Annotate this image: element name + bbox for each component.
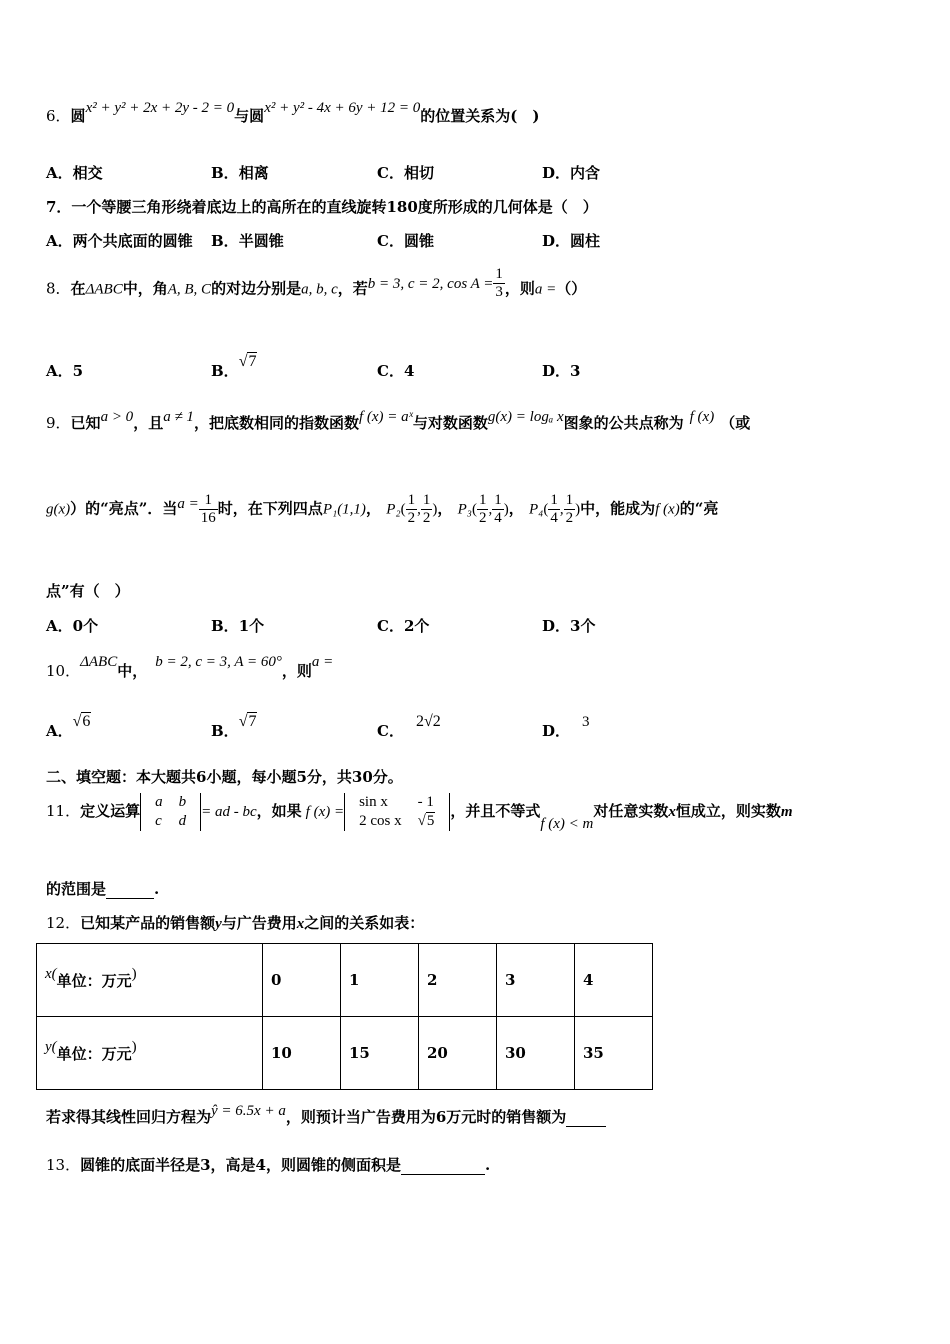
question-7: 7．一个等腰三角形绕着底边上的高所在的直线旋转180度所形成的几何体是（ ） bbox=[46, 198, 598, 216]
table-cell: 1 bbox=[341, 944, 419, 1017]
determinant-definition: a b c d bbox=[140, 793, 201, 831]
determinant-fx: sin x - 1 2 cos x √5 bbox=[344, 793, 450, 831]
q7-option-c[interactable]: C．圆锥 bbox=[377, 232, 434, 250]
question-12: 12．已知某产品的销售额y与广告费用x之间的关系如表： bbox=[46, 914, 425, 932]
q7-option-d[interactable]: D．圆柱 bbox=[542, 232, 601, 250]
table-cell: 3 bbox=[497, 944, 575, 1017]
table-cell: 30 bbox=[497, 1017, 575, 1090]
q8-option-c[interactable]: C．4 bbox=[377, 362, 415, 380]
table-cell: 10 bbox=[263, 1017, 341, 1090]
fraction-one-third: $\frac{1}{3}$ bbox=[495, 266, 503, 300]
q10-option-d[interactable]: D． 3 bbox=[542, 714, 590, 740]
table-cell: 20 bbox=[419, 1017, 497, 1090]
question-9-line-1: 9．已知a > 0，且a ≠ 1，把底数相同的指数函数f (x) = aˣ与对数函数g(x) = logₐ x图象的公共点称为 f (x) （或 bbox=[46, 409, 751, 432]
answer-blank[interactable] bbox=[566, 1108, 606, 1127]
question-11: 11．定义运算 a b c d = ad - bc，如果 f (x) = sin x - 1 2 cos x √5 ，并且不等式f (x) < m对任意实数x恒成立，则实数m bbox=[46, 794, 793, 832]
question-number: 6． bbox=[46, 107, 71, 125]
table-header-cell: y(单位：万元) bbox=[37, 1017, 263, 1090]
q7-option-b[interactable]: B．半圆锥 bbox=[211, 232, 284, 250]
question-8: 8．在ΔABC中，角A, B, C的对边分别是a, b, c，若b = 3, c = 2, cos A = $\frac{1}{3}$ ，则a =（） bbox=[46, 266, 587, 300]
table-header-cell: x(单位：万元) bbox=[37, 944, 263, 1017]
q7-option-a[interactable]: A．两个共底面的圆锥 bbox=[46, 232, 193, 250]
triangle-label: ΔABC bbox=[85, 281, 123, 298]
table-cell: 15 bbox=[341, 1017, 419, 1090]
q10-option-b[interactable]: B．√7 bbox=[211, 713, 257, 740]
q10-option-c[interactable]: C．2√2 bbox=[377, 713, 441, 740]
answer-blank[interactable] bbox=[401, 1156, 485, 1175]
table-cell: 4 bbox=[575, 944, 653, 1017]
table-cell: 2 bbox=[419, 944, 497, 1017]
question-10: 10．ΔABC中， b = 2, c = 3, A = 60°，则a = bbox=[46, 654, 334, 680]
q9-option-d[interactable]: D．3个 bbox=[542, 617, 596, 635]
question-13: 13．圆锥的底面半径是3，高是4，则圆锥的侧面积是 . bbox=[46, 1156, 491, 1174]
q8-option-b[interactable]: B．√7 bbox=[211, 353, 257, 380]
table-row bbox=[37, 944, 653, 1017]
q9-option-b[interactable]: B．1个 bbox=[211, 617, 265, 635]
section-heading: 二、填空题：本大题共6小题，每小题5分，共30分。 bbox=[46, 768, 403, 786]
question-11-cont: 的范围是 . bbox=[46, 880, 160, 898]
q9-option-c[interactable]: C．2个 bbox=[377, 617, 430, 635]
answer-blank[interactable] bbox=[106, 880, 154, 899]
q6-option-c[interactable]: C．相切 bbox=[377, 164, 434, 182]
data-table bbox=[36, 943, 653, 1090]
question-12-cont: 若求得其线性回归方程为ŷ = 6.5x + a，则预计当广告费用为6万元时的销售额为 bbox=[46, 1106, 606, 1127]
q6-option-b[interactable]: B．相离 bbox=[211, 164, 269, 182]
table-cell: 35 bbox=[575, 1017, 653, 1090]
question-6: 6．圆x² + y² + 2x + 2y - 2 = 0与圆x² + y² - 4x + 6y + 12 = 0的位置关系为( ) bbox=[46, 100, 540, 125]
circle-equation-2: x² + y² - 4x + 6y + 12 = 0 bbox=[264, 100, 421, 116]
q8-option-d[interactable]: D．3 bbox=[542, 362, 581, 380]
table-cell: 0 bbox=[263, 944, 341, 1017]
q9-option-a[interactable]: A．0个 bbox=[46, 617, 99, 635]
question-9-line-2: g(x)）的“亮点”．当a = $\frac{1}{16}$ 时，在下列四点P₁(1,1)， P₂( $\frac{1}{2}$ , $\frac{1}{2}$ )， P₃( $\frac{1}{2}$ , $\frac{1}{4}$ )， P₄( $\frac{1}{4}$ , $\frac{1}{2}$ )中，能成为f (x)的“亮 bbox=[46, 492, 719, 526]
q8-option-a[interactable]: A．5 bbox=[46, 362, 84, 380]
sqrt-seven: √7 bbox=[238, 353, 257, 370]
q6-option-d[interactable]: D．内含 bbox=[542, 164, 601, 182]
circle-equation-1: x² + y² + 2x + 2y - 2 = 0 bbox=[85, 100, 235, 116]
q10-option-a[interactable]: A．√6 bbox=[46, 713, 91, 740]
fraction-one-sixteenth: $\frac{1}{16}$ bbox=[200, 492, 216, 526]
q6-option-a[interactable]: A．相交 bbox=[46, 164, 103, 182]
table-row bbox=[37, 1017, 653, 1090]
question-9-line-3: 点”有（ ） bbox=[46, 582, 130, 600]
